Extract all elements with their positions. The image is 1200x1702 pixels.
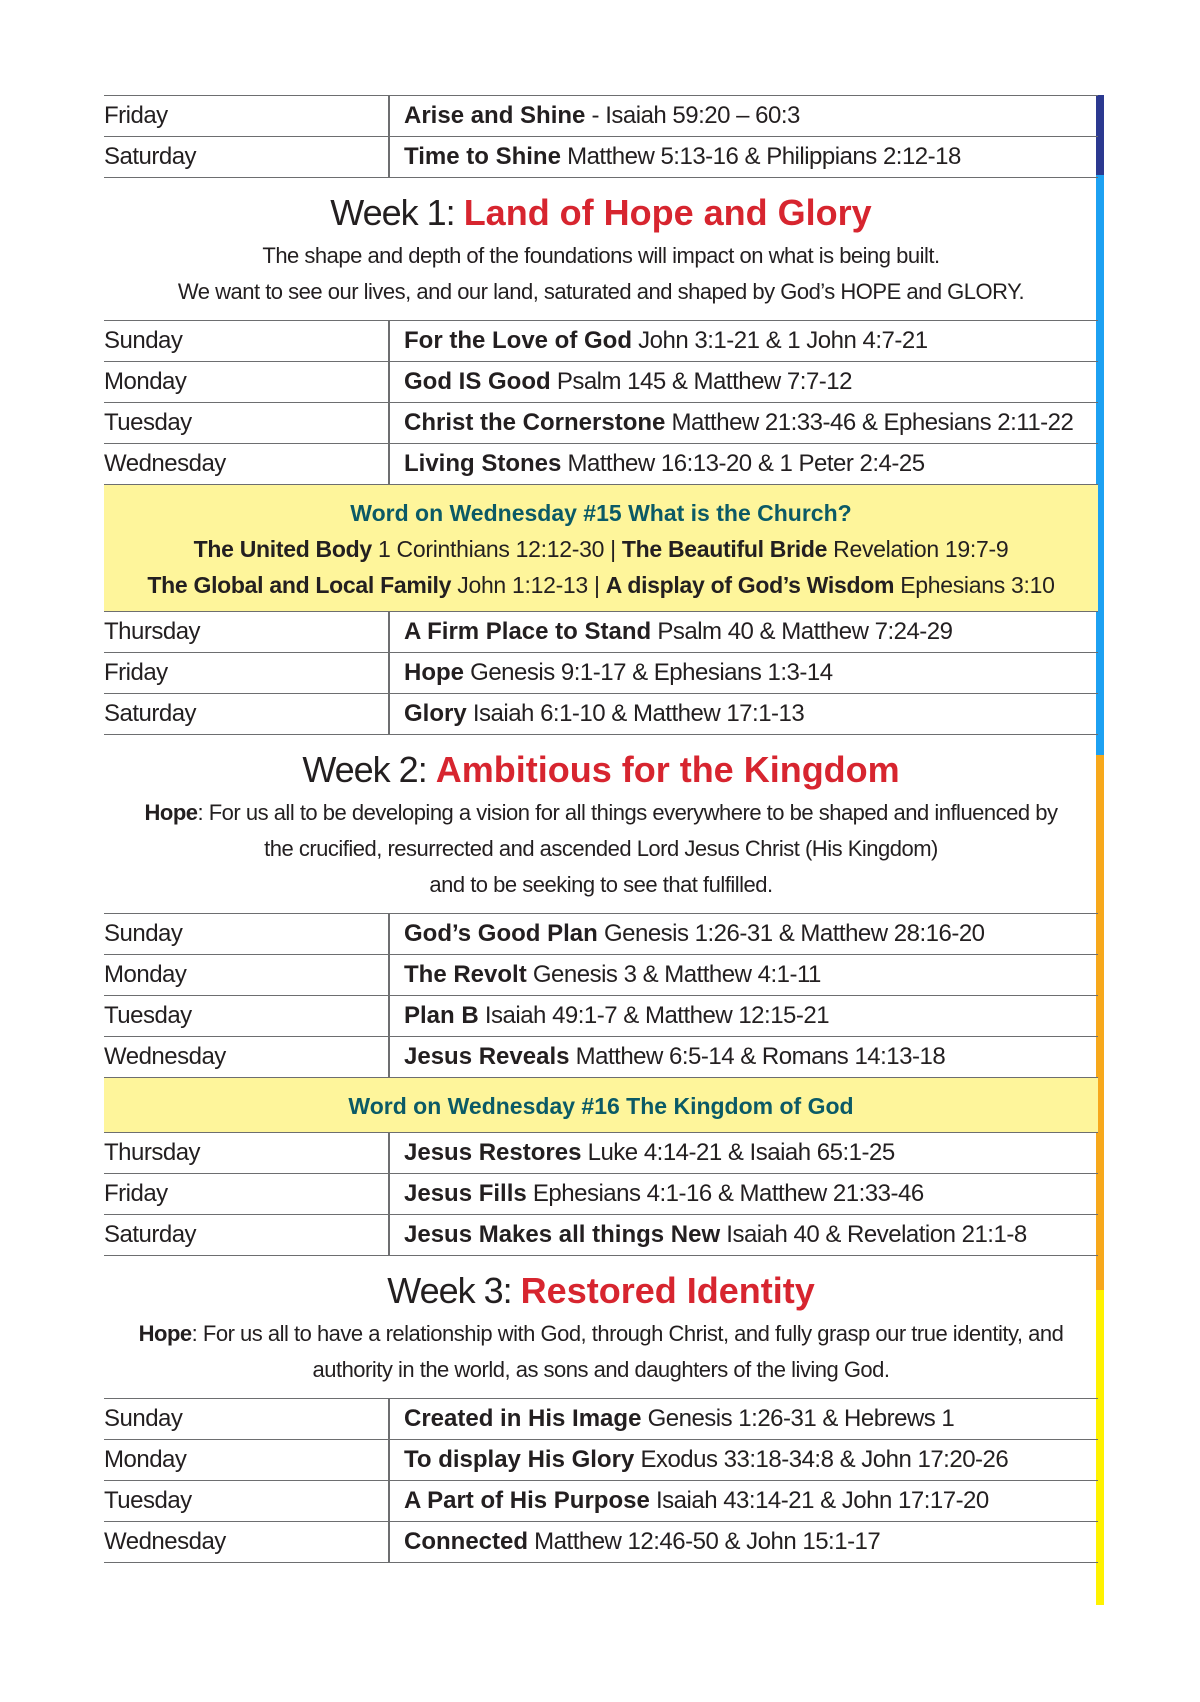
reading — [390, 1405, 954, 1433]
reading — [390, 1139, 895, 1167]
table-row — [104, 955, 1098, 996]
reading-ref: Genesis 1:26-31 & Matthew 28:16-20 — [597, 920, 985, 947]
day-label: Tuesday — [104, 1481, 390, 1521]
desc-text: : For us all to be developing a vision for all things everywhere to be shaped and influenced by — [197, 800, 1058, 825]
day-label: Wednesday — [104, 444, 390, 484]
table-row — [104, 1133, 1098, 1174]
desc-line: authority in the world, as sons and daughters of the living God. — [312, 1357, 890, 1382]
week1-heading — [104, 188, 1098, 238]
day-label: Saturday — [104, 1215, 390, 1255]
table-row — [104, 1037, 1098, 1078]
table-row — [104, 1440, 1098, 1481]
reading — [390, 1528, 880, 1556]
reading-title: Jesus Reveals — [404, 1043, 570, 1070]
day-label: Sunday — [104, 321, 390, 361]
reading-ref: Psalm 40 & Matthew 7:24-29 — [651, 618, 953, 645]
table-row — [104, 612, 1098, 653]
reading-ref: Matthew 16:13-20 & 1 Peter 2:4-25 — [561, 450, 925, 477]
day-label: Thursday — [104, 1133, 390, 1173]
table-row — [104, 913, 1098, 955]
week2-table-a — [104, 913, 1098, 1078]
word-on-wednesday-box — [104, 485, 1098, 612]
reading-title: Jesus Makes all things New — [404, 1221, 721, 1248]
wow-item-title: The Beautiful Bride — [621, 536, 828, 562]
day-label: Sunday — [104, 1399, 390, 1439]
reading-ref: Matthew 12:46-50 & John 15:1-17 — [528, 1528, 881, 1555]
reading-plan — [104, 95, 1098, 1563]
wow-item-title: The Global and Local Family — [147, 572, 452, 598]
reading-title: Time to Shine — [404, 143, 561, 170]
day-label: Sunday — [104, 914, 390, 954]
table-row — [104, 1522, 1098, 1563]
week2-table-b — [104, 1133, 1098, 1256]
desc-bold: Hope — [144, 800, 198, 825]
reading — [390, 618, 953, 646]
day-label: Tuesday — [104, 403, 390, 443]
reading-ref: Isaiah 43:14-21 & John 17:17-20 — [649, 1487, 989, 1514]
reading-ref: Ephesians 4:1-16 & Matthew 21:33-46 — [526, 1180, 924, 1207]
table-row — [104, 137, 1098, 178]
reading — [390, 1043, 945, 1071]
reading-ref: Isaiah 49:1-7 & Matthew 12:15-21 — [478, 1002, 830, 1029]
reading-ref: Matthew 21:33-46 & Ephesians 2:11-22 — [665, 409, 1074, 436]
week-name: Ambitious for the Kingdom — [435, 749, 900, 790]
wow-item-ref: Revelation 19:7-9 — [827, 536, 1009, 562]
reading-title: Jesus Restores — [404, 1139, 582, 1166]
reading-ref: Luke 4:14-21 & Isaiah 65:1-25 — [581, 1139, 895, 1166]
wow-item-ref: 1 Corinthians 12:12-30 | — [371, 536, 622, 562]
reading-ref: John 3:1-21 & 1 John 4:7-21 — [632, 327, 928, 354]
week2-description — [104, 795, 1098, 903]
reading-title: A Firm Place to Stand — [404, 618, 652, 645]
table-row — [104, 1215, 1098, 1256]
week3-table — [104, 1398, 1098, 1563]
week2-heading — [104, 745, 1098, 795]
day-label: Monday — [104, 955, 390, 995]
wow-item-ref: John 1:12-13 | — [451, 572, 606, 598]
day-label: Monday — [104, 1440, 390, 1480]
word-on-wednesday-box — [104, 1078, 1098, 1133]
reading — [390, 450, 925, 478]
desc-line: We want to see our lives, and our land, saturated and shaped by God’s HOPE and GLORY. — [177, 279, 1025, 304]
table-row — [104, 362, 1098, 403]
reading-title: Jesus Fills — [404, 1180, 527, 1207]
reading-ref: Genesis 3 & Matthew 4:1-11 — [526, 961, 821, 988]
table-row — [104, 320, 1098, 362]
desc-line: and to be seeking to see that fulfilled. — [429, 872, 773, 897]
reading — [390, 961, 821, 989]
reading-title: Hope — [404, 659, 464, 686]
day-label: Saturday — [104, 694, 390, 734]
reading-ref: Genesis 1:26-31 & Hebrews 1 — [641, 1405, 955, 1432]
day-label: Wednesday — [104, 1037, 390, 1077]
table-row — [104, 1481, 1098, 1522]
reading — [390, 143, 961, 171]
reading-title: Connected — [404, 1528, 529, 1555]
table-row — [104, 996, 1098, 1037]
week1-description — [104, 238, 1098, 310]
reading — [390, 327, 928, 355]
desc-line — [104, 795, 1098, 831]
desc-line: the crucified, resurrected and ascended Lord Jesus Christ (His Kingdom) — [264, 836, 938, 861]
day-label: Friday — [104, 96, 390, 136]
wow-title: Word on Wednesday #16 The Kingdom of God — [348, 1093, 854, 1119]
wow-line — [104, 567, 1098, 603]
table-row — [104, 1174, 1098, 1215]
week3-description — [104, 1316, 1098, 1388]
table-row — [104, 95, 1098, 137]
week3-heading — [104, 1266, 1098, 1316]
wow-title: Word on Wednesday #15 What is the Church? — [350, 500, 852, 526]
reading — [390, 1002, 829, 1030]
wow-line — [104, 531, 1098, 567]
reading-ref: - Isaiah 59:20 – 60:3 — [585, 102, 800, 129]
reading — [390, 102, 800, 130]
wow-item-title: A display of God’s Wisdom — [605, 572, 895, 598]
table-row — [104, 444, 1098, 485]
wow-item-title: The United Body — [193, 536, 372, 562]
reading-title: Arise and Shine — [404, 102, 586, 129]
desc-line: The shape and depth of the foundations will impact on what is being built. — [262, 243, 940, 268]
reading-title: Christ the Cornerstone — [404, 409, 666, 436]
table-row — [104, 403, 1098, 444]
day-label: Tuesday — [104, 996, 390, 1036]
day-label: Friday — [104, 1174, 390, 1214]
reading — [390, 409, 1073, 437]
day-label: Saturday — [104, 137, 390, 177]
table-row — [104, 1398, 1098, 1440]
reading-ref: Psalm 145 & Matthew 7:7-12 — [550, 368, 852, 395]
week1-table-a — [104, 320, 1098, 485]
reading-ref: Matthew 6:5-14 & Romans 14:13-18 — [569, 1043, 946, 1070]
wow-item-ref: Ephesians 3:10 — [894, 572, 1055, 598]
table-row — [104, 653, 1098, 694]
reading-title: For the Love of God — [404, 327, 632, 354]
intro-table — [104, 95, 1098, 178]
table-row — [104, 694, 1098, 735]
day-label: Monday — [104, 362, 390, 402]
reading-ref: Isaiah 40 & Revelation 21:1-8 — [720, 1221, 1027, 1248]
reading-title: To display His Glory — [404, 1446, 635, 1473]
reading — [390, 1487, 989, 1515]
reading — [390, 1221, 1027, 1249]
day-label: Wednesday — [104, 1522, 390, 1562]
reading-ref: Isaiah 6:1-10 & Matthew 17:1-13 — [466, 700, 805, 727]
reading — [390, 659, 833, 687]
reading — [390, 1180, 924, 1208]
desc-text: : For us all to have a relationship with God, through Christ, and fully grasp our true identity, and — [191, 1321, 1064, 1346]
reading-title: God IS Good — [404, 368, 551, 395]
day-label: Friday — [104, 653, 390, 693]
reading-title: Glory — [404, 700, 467, 727]
reading-title: Created in His Image — [404, 1405, 642, 1432]
reading — [390, 700, 804, 728]
week-label: Week 1: — [330, 192, 464, 233]
reading-ref: Matthew 5:13-16 & Philippians 2:12-18 — [560, 143, 961, 170]
reading-ref: Exodus 33:18-34:8 & John 17:20-26 — [634, 1446, 1009, 1473]
reading-title: The Revolt — [404, 961, 527, 988]
week-name: Land of Hope and Glory — [463, 192, 872, 233]
desc-bold: Hope — [138, 1321, 192, 1346]
reading-title: Plan B — [404, 1002, 479, 1029]
reading-title: A Part of His Purpose — [404, 1487, 650, 1514]
reading-ref: Genesis 9:1-17 & Ephesians 1:3-14 — [464, 659, 833, 686]
desc-line — [104, 1316, 1098, 1352]
week-label: Week 3: — [387, 1270, 521, 1311]
day-label: Thursday — [104, 612, 390, 652]
reading — [390, 1446, 1008, 1474]
reading — [390, 368, 852, 396]
week1-table-b — [104, 612, 1098, 735]
reading-title: Living Stones — [404, 450, 562, 477]
reading-title: God’s Good Plan — [404, 920, 598, 947]
week-label: Week 2: — [302, 749, 436, 790]
week-name: Restored Identity — [520, 1270, 815, 1311]
reading — [390, 920, 985, 948]
